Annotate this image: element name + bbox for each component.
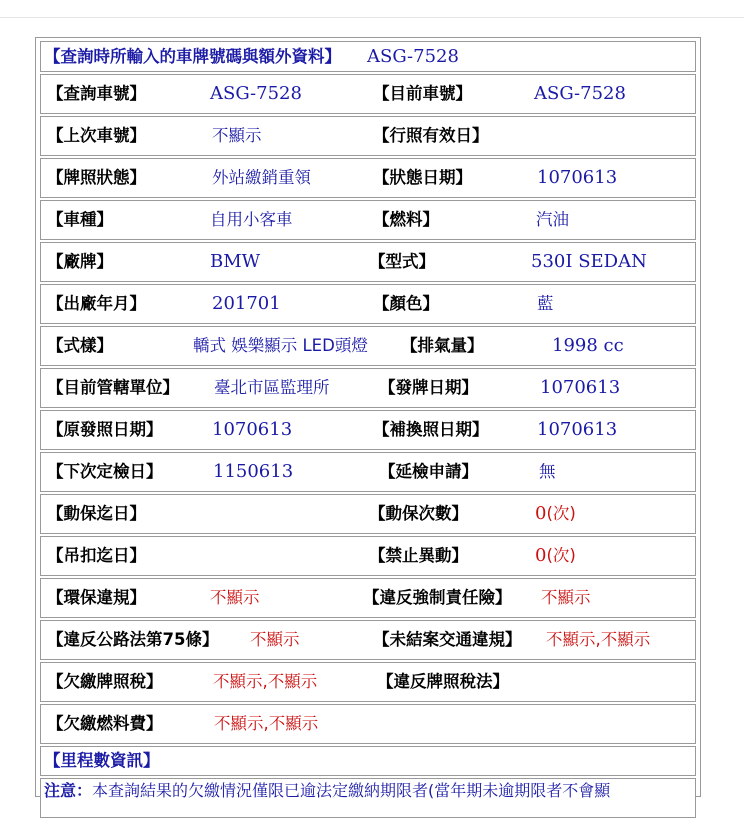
value-chattel-mortgage-count [535, 504, 576, 524]
count-unit: (次) [546, 504, 576, 523]
value-environmental-violation: 不顯示 [210, 588, 260, 607]
label-license-valid-date: 【行照有效日】 [373, 126, 489, 145]
table-row [40, 368, 696, 408]
value-vehicle-type: 自用小客車 [210, 210, 293, 229]
label-fuel: 【燃料】 [373, 210, 439, 229]
table-row [40, 284, 696, 324]
value-compulsory-insurance-violation: 不顯示 [541, 588, 591, 607]
label-unpaid-fuel-fee: 【欠繳燃料費】 [47, 714, 163, 733]
table-row [40, 116, 696, 156]
label-query-plate: 【查詢車號】 [47, 84, 146, 103]
count-unit: (次) [546, 546, 576, 565]
table-row [40, 620, 696, 660]
label-transfer-prohibited: 【禁止異動】 [369, 546, 468, 565]
note-label: 注意： [44, 781, 93, 800]
value-unpaid-license-tax: 不顯示,不顯示 [213, 672, 318, 691]
value-query-plate: ASG-7528 [210, 83, 302, 104]
header-title-label: 【查詢時所輸入的車牌號碼與額外資料】 [44, 47, 341, 66]
label-chattel-mortgage-count: 【動保次數】 [369, 504, 468, 523]
label-suspension-end: 【吊扣迄日】 [47, 546, 146, 565]
value-unpaid-fuel-fee: 不顯示,不顯示 [214, 714, 319, 733]
label-displacement: 【排氣量】 [401, 336, 484, 355]
mileage-row [40, 746, 696, 776]
label-model: 【型式】 [369, 252, 435, 271]
value-fuel: 汽油 [536, 210, 569, 229]
table-row [40, 326, 696, 366]
label-manufacture-date: 【出廠年月】 [47, 294, 146, 313]
value-highway-act-violation: 不顯示 [250, 630, 300, 649]
value-current-plate: ASG-7528 [534, 83, 626, 104]
value-body-style: 轎式 娛樂顯示 LED頭燈 [193, 336, 368, 355]
label-jurisdiction: 【目前管轄單位】 [47, 378, 179, 397]
label-compulsory-insurance-violation: 【違反強制責任險】 [363, 588, 512, 607]
note-row [40, 778, 696, 818]
label-original-license-date: 【原發照日期】 [47, 420, 163, 439]
label-previous-plate: 【上次車號】 [47, 126, 146, 145]
label-inspection-extension: 【延檢申請】 [379, 462, 478, 481]
value-open-traffic-violation: 不顯示,不顯示 [546, 630, 651, 649]
value-brand: BMW [210, 251, 261, 272]
mileage-section-label: 【里程數資訊】 [44, 751, 160, 770]
count-number: 0 [535, 503, 547, 524]
count-number: 0 [535, 545, 547, 566]
value-reissue-date: 1070613 [537, 419, 618, 440]
table-row [40, 536, 696, 576]
value-manufacture-date: 201701 [212, 293, 281, 314]
value-inspection-extension: 無 [539, 462, 556, 481]
table-row [40, 578, 696, 618]
label-environmental-violation: 【環保違規】 [47, 588, 146, 607]
label-current-plate: 【目前車號】 [373, 84, 472, 103]
label-chattel-mortgage-end: 【動保迄日】 [47, 504, 146, 523]
value-model: 530I SEDAN [531, 251, 647, 272]
label-body-style: 【式樣】 [47, 336, 113, 355]
value-previous-plate: 不顯示 [212, 126, 262, 145]
table-row [40, 200, 696, 240]
label-unpaid-license-tax: 【欠繳牌照稅】 [47, 672, 163, 691]
note-body: 本查詢結果的欠繳情況僅限已逾法定繳納期限者(當年期未逾期限者不會顯 [92, 781, 611, 800]
label-highway-act-violation: 【違反公路法第75條】 [47, 630, 219, 649]
label-brand: 【廠牌】 [47, 252, 113, 271]
table-row [40, 452, 696, 492]
value-next-inspection: 1150613 [213, 461, 294, 482]
label-vehicle-type: 【車種】 [47, 210, 113, 229]
value-displacement: 1998 cc [552, 335, 624, 356]
label-license-tax-violation: 【違反牌照稅法】 [377, 672, 509, 691]
value-jurisdiction: 臺北市區監理所 [214, 378, 330, 397]
header-title-plate: ASG-7528 [367, 46, 459, 67]
table-row [40, 662, 696, 702]
table-row [40, 158, 696, 198]
top-divider [0, 17, 744, 18]
table-row [40, 704, 696, 744]
header-row [40, 41, 696, 72]
value-transfer-prohibited [535, 546, 576, 566]
table-row [40, 494, 696, 534]
value-original-license-date: 1070613 [212, 419, 293, 440]
label-status-date: 【狀態日期】 [373, 168, 472, 187]
label-color: 【顏色】 [373, 294, 439, 313]
label-reissue-date: 【補換照日期】 [373, 420, 489, 439]
value-plate-issue-date: 1070613 [540, 377, 621, 398]
table-row [40, 74, 696, 114]
value-status-date: 1070613 [537, 167, 618, 188]
label-plate-status: 【牌照狀態】 [47, 168, 146, 187]
value-plate-status: 外站繳銷重領 [212, 168, 311, 187]
label-open-traffic-violation: 【未結案交通違規】 [373, 630, 522, 649]
label-plate-issue-date: 【發牌日期】 [379, 378, 478, 397]
table-row [40, 410, 696, 450]
value-color: 藍 [537, 294, 554, 313]
label-next-inspection: 【下次定檢日】 [47, 462, 163, 481]
vehicle-info-table [35, 37, 701, 800]
note-text [44, 781, 610, 801]
table-row [40, 242, 696, 282]
